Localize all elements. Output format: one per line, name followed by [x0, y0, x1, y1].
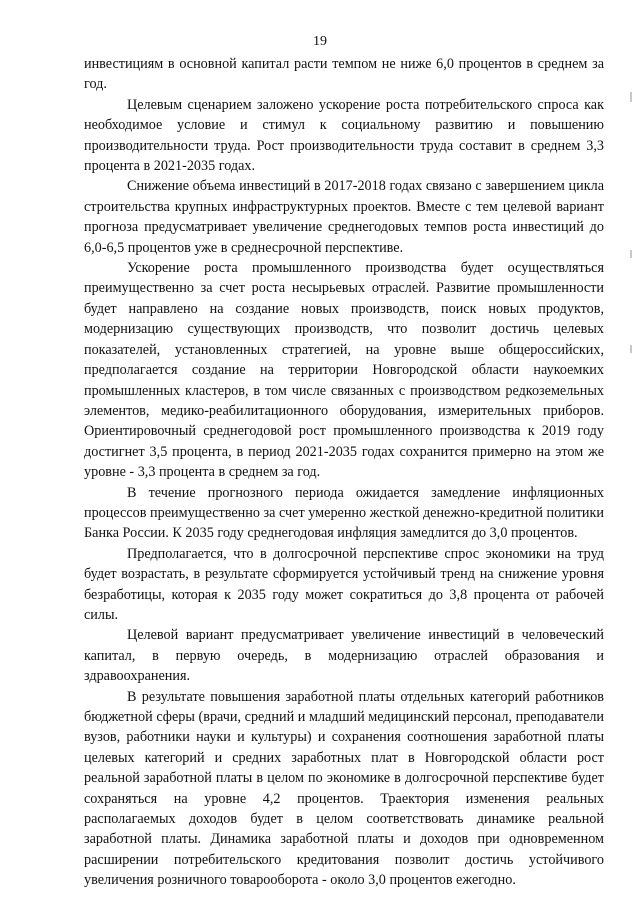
paragraph-7: Целевой вариант предусматривает увеличение инвестиций в человеческий капитал, в первую очередь, в модернизацию отраслей образования и здравоохранения.	[84, 627, 604, 685]
scan-edge-mark	[630, 92, 632, 102]
paragraph-8: В результате повышения заработной платы отдельных категорий работников бюджетной сферы (врачи, средний и младший медицинский персонал, преподаватели вузов, работники науки и культуры) и сохранения соотношения заработной платы целевых категорий и средних заработных плат в Новгородской области рост реальной заработной платы в целом по экономике в долгосрочной перспективе будет сохраняться на уровне 4,2 процентов. Траектория изменения реальных располагаемых доходов будет в целом соответствовать динамике реальной заработной платы. Динамика заработной платы и доходов при одновременном расширении потребительского кредитования позволит достичь устойчивого увеличения розничного товарооборота - около 3,0 процентов ежегодно.	[84, 688, 604, 889]
paragraph-2: Целевым сценарием заложено ускорение роста потребительского спроса как необходимое условие и стимул к социальному развитию и повышению производительности труда. Рост производительности труда составит в среднем 3,3 процента в 2021-2035 годах.	[84, 96, 604, 175]
paragraph-4: Ускорение роста промышленного производства будет осуществляться преимущественно за счет роста несырьевых отраслей. Развитие промышленности будет направлено на создание новых производств, поиск новых продуктов, модернизацию существующих производств, что позволит достичь целевых показателей, установленных стратегией, на уровне выше общероссийских, предполагается создание на территории Новгородской области наукоемких промышленных кластеров, в том числе связанных с производством редкоземельных элементов, медико-реабилитационного оборудования, измерительных приборов. Ориентировочный среднегодовой рост промышленного производства к 2019 году достигнет 3,5 процента, в период 2021-2035 годах сохранится примерно на этом же уровне - 3,3 процента в среднем за год.	[84, 260, 604, 481]
paragraph-5: В течение прогнозного периода ожидается замедление инфляционных процессов преимущественно за счет умеренно жесткой денежно-кредитной политики Банка России. К 2035 году среднегодовая инфляция замедлится до 3,0 процентов.	[84, 484, 604, 542]
page-number: 19	[313, 34, 327, 49]
paragraph-1: инвестициям в основной капитал расти темпом не ниже 6,0 процентов в среднем за год.	[84, 56, 604, 93]
scan-edge-mark	[630, 250, 632, 258]
scan-edge-mark	[630, 345, 632, 353]
paragraph-6: Предполагается, что в долгосрочной перспективе спрос экономики на труд будет возрастать, в результате сформируется устойчивый тренд на снижение уровня безработицы, которая к 2035 году может сократиться до 3,8 процента от рабочей силы.	[84, 545, 604, 623]
paragraph-3: Снижение объема инвестиций в 2017-2018 годах связано с завершением цикла строительства крупных инфраструктурных проектов. Вместе с тем целевой вариант прогноза предусматривает увеличение среднегодовых темпов роста инвестиций до 6,0-6,5 процентов уже в среднесрочной перспективе.	[84, 178, 604, 256]
body-text	[84, 54, 604, 891]
